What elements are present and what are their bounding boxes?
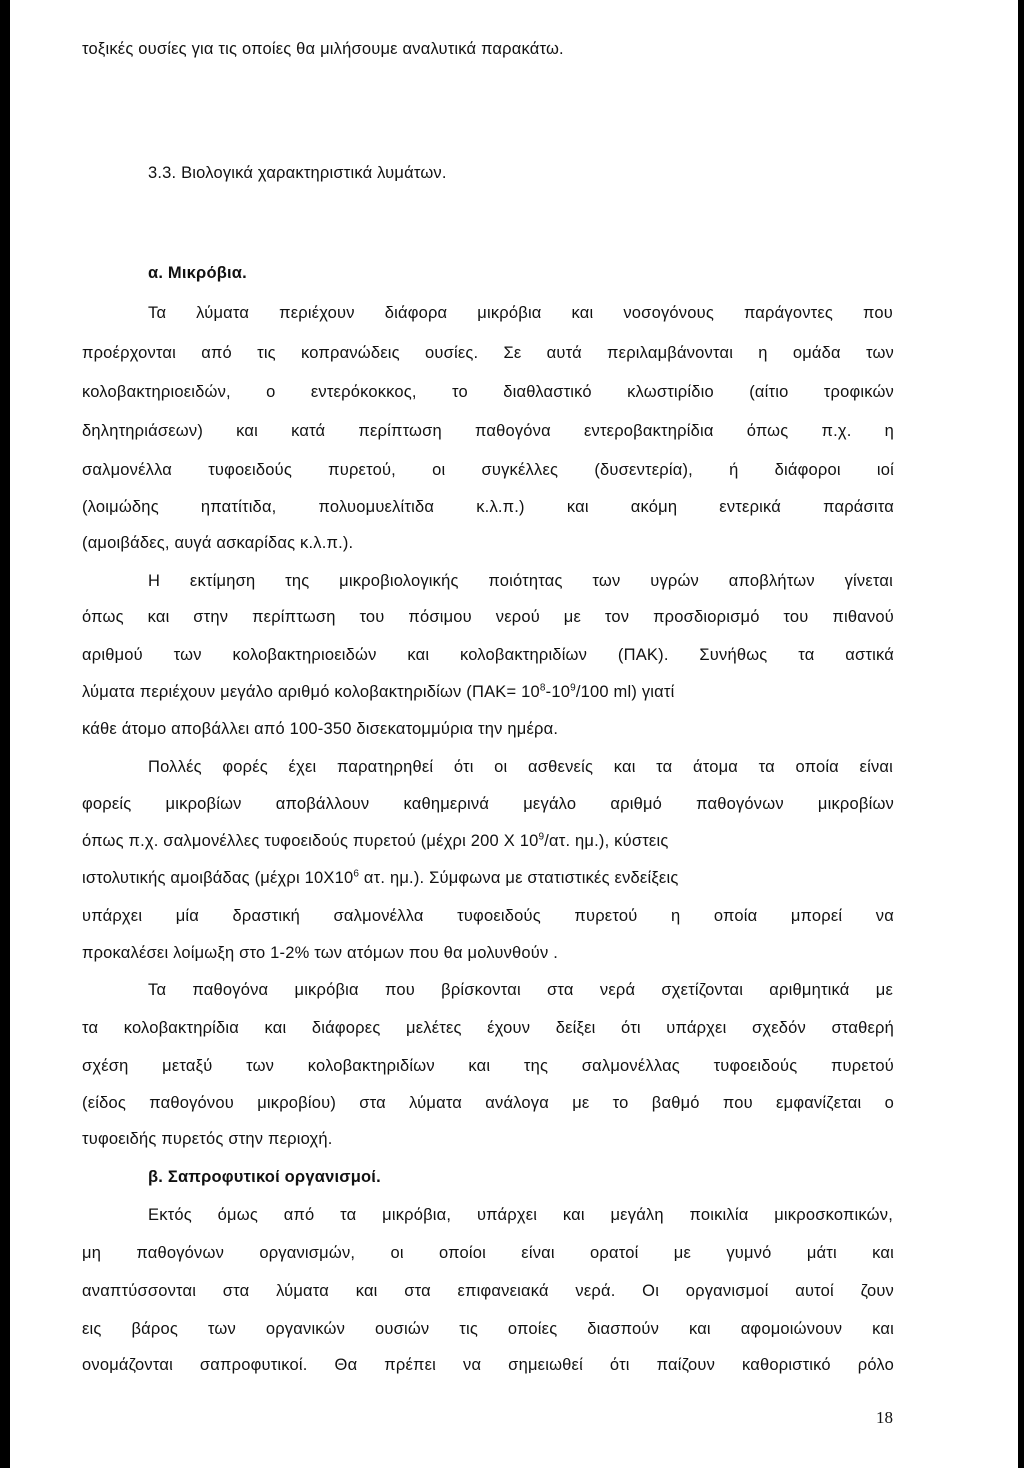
text-line: προκαλέσει λοίμωξη στο 1-2% των ατόμων που θα μολυνθούν . [82,944,559,962]
section-heading: 3.3. Βιολογικά χαρακτηριστικά λυμάτων. [148,164,447,182]
text-line: τα κολοβακτηρίδια και διάφορες μελέτες έχουν δείξει ότι υπάρχει σχεδόν σταθερή [82,1019,894,1037]
text-line: Η εκτίμηση της μικροβιολογικής ποιότητας των υγρών αποβλήτων γίνεται [148,572,893,590]
text-line: λύματα περιέχουν μεγάλο αριθμό κολοβακτηριδίων ($\Pi AK= 10^8-10^9/100$ ml) γιατί [82,682,675,701]
text-line: τυφοειδής πυρετός στην περιοχή. [82,1130,333,1148]
text-line: Τα λύματα περιέχουν διάφορα μικρόβια και νοσογόνους παράγοντες που [148,304,893,322]
text-line: προέρχονται από τις κοπρανώδεις ουσίες. Σε αυτά περιλαμβάνονται η ομάδα των [82,344,894,362]
text-line: αριθμού των κολοβακτηριοειδών και κολοβακτηριδίων (ΠΑΚ). Συνήθως τα αστικά [82,646,894,664]
document-page [10,0,1018,1468]
text-line: (είδος παθογόνου μικροβίου) στα λύματα ανάλογα με το βαθμό που εμφανίζεται ο [82,1094,894,1112]
text-line: σχέση μεταξύ των κολοβακτηριδίων και της σαλμονέλλας τυφοειδούς πυρετού [82,1057,894,1075]
text-line: κάθε άτομο αποβάλλει από 100-350 δισεκατομμύρια την ημέρα. [82,720,559,738]
text-line: μη παθογόνων οργανισμών, οι οποίοι είναι ορατοί με γυμνό μάτι και [82,1244,894,1262]
text-line: όπως π.χ. σαλμονέλλες τυφοειδούς πυρετού (μέχρι 200 Χ $10^9/\alpha\tau$. ημ.), κύστεις [82,831,669,850]
text-line: εις βάρος των οργανικών ουσιών τις οποίες διασπούν και αφομοιώνουν και [82,1320,894,1338]
text-line: (λοιμώδης ηπατίτιδα, πολυομυελίτιδα κ.λ.π.) και ακόμη εντερικά παράσιτα [82,498,894,516]
text-line: κολοβακτηριοειδών, ο εντερόκοκκος, το διαθλαστικό κλωστιρίδιο (αίτιο τροφικών [82,383,894,401]
text-line: υπάρχει μία δραστική σαλμονέλλα τυφοειδούς πυρετού η οποία μπορεί να [82,907,894,925]
text-line: Πολλές φορές έχει παρατηρηθεί ότι οι ασθενείς και τα άτομα τα οποία είναι [148,758,893,776]
text-line: ονομάζονται σαπροφυτικοί. Θα πρέπει να σημειωθεί ότι παίζουν καθοριστικό ρόλο [82,1356,894,1374]
text-line: ιστολυτικής αμοιβάδας (μέχρι $10X10^6$ ατ. ημ.). Σύμφωνα με στατιστικές ενδείξεις [82,868,679,887]
text-line: Εκτός όμως από τα μικρόβια, υπάρχει και μεγάλη ποικιλία μικροσκοπικών, [148,1206,893,1224]
text-line: Τα παθογόνα μικρόβια που βρίσκονται στα νερά σχετίζονται αριθμητικά με [148,981,893,999]
text-line: τοξικές ουσίες για τις οποίες θα μιλήσουμε αναλυτικά παρακάτω. [82,40,564,58]
text-line: φορείς μικροβίων αποβάλλουν καθημερινά μεγάλο αριθμό παθογόνων μικροβίων [82,795,894,813]
subheading-microbes: α. Μικρόβια. [148,264,247,282]
text-line: (αμοιβάδες, αυγά ασκαρίδας κ.λ.π.). [82,534,354,552]
page-number: 18 [876,1408,893,1427]
text-line: όπως και στην περίπτωση του πόσιμου νερού με τον προσδιορισμό του πιθανού [82,608,894,626]
subheading-saprophytes: β. Σαπροφυτικοί οργανισμοί. [148,1168,381,1186]
text-line: σαλμονέλλα τυφοειδούς πυρετού, οι συγκέλλες (δυσεντερία), ή διάφοροι ιοί [82,461,894,479]
text-line: αναπτύσσονται στα λύματα και στα επιφανειακά νερά. Οι οργανισμοί αυτοί ζουν [82,1282,894,1300]
text-line: δηλητηριάσεων) και κατά περίπτωση παθογόνα εντεροβακτηρίδια όπως π.χ. η [82,422,894,440]
